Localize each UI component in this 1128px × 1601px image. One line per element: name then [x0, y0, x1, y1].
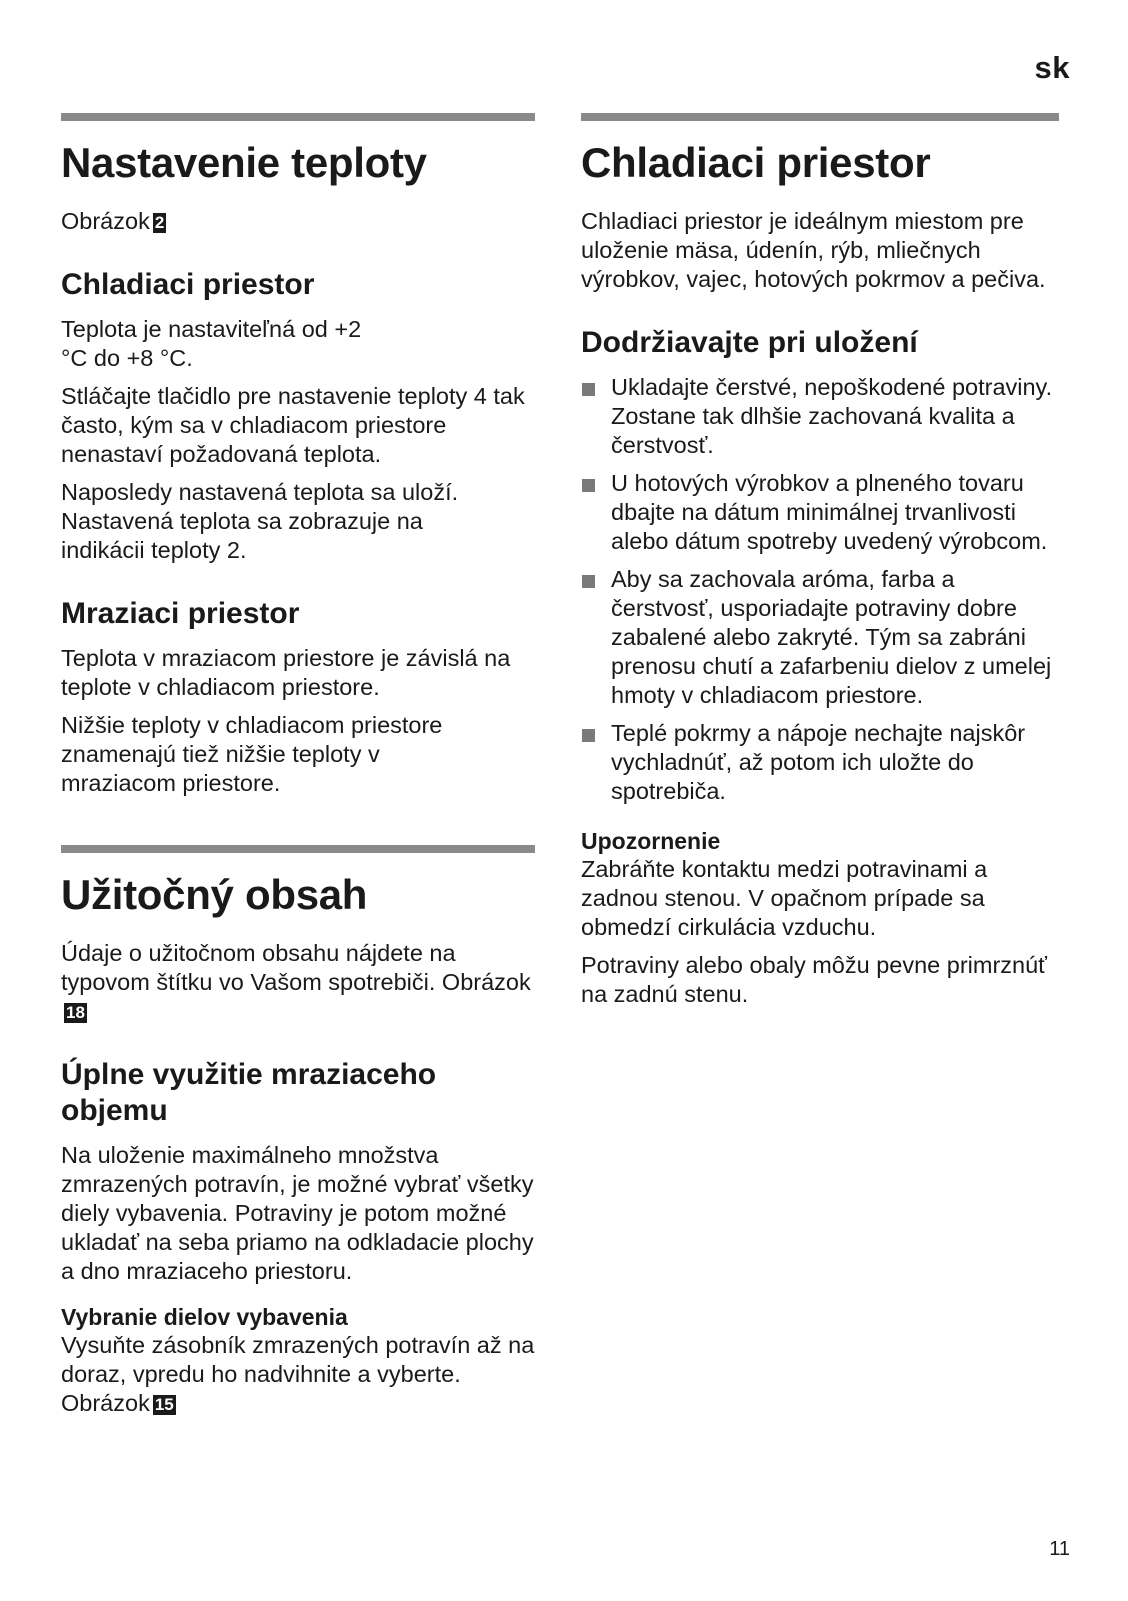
figure-number-badge: 18	[66, 1003, 85, 1022]
paragraph: Teplota v mraziacom priestore je závislá na teplote v chladiacom priestore.	[61, 645, 511, 700]
section-title-fridge: Chladiaci priestor	[581, 139, 931, 186]
list-item	[581, 719, 1059, 806]
bullet-square-icon	[582, 575, 595, 588]
paragraph: Zabráňte kontaktu medzi potravinami a zadnou stenou. V opačnom prípade sa obmedzí cirkulácia vzduchu.	[581, 856, 988, 940]
note-heading: Upozornenie	[581, 828, 721, 854]
paragraph-text: Vysuňte zásobník zmrazených potravín až na doraz, vpredu ho nadvihnite a vyberte. Obrázok	[61, 1332, 535, 1416]
list-item-text: U hotových výrobkov a plneného tovaru dbajte na dátum minimálnej trvanlivosti alebo dátum spotreby uvedený výrobcom.	[611, 470, 1048, 554]
figure-number-badge: 2	[154, 213, 165, 232]
figure-reference	[61, 207, 535, 236]
paragraph: Potraviny alebo obaly môžu pevne primrznúť na zadnú stenu.	[581, 952, 1047, 1007]
page-number: 11	[1049, 1538, 1070, 1560]
list-item	[581, 469, 1059, 556]
paragraph: Teplota je nastaviteľná od +2 °C do +8 °C.	[61, 316, 362, 371]
section-title-temperature: Nastavenie teploty	[61, 139, 427, 186]
subheading-full-freezer: Úplne využitie mraziaceho objemu	[61, 1058, 437, 1127]
section-divider	[61, 113, 535, 121]
subheading-freezer: Mraziaci priestor	[61, 597, 300, 630]
section-divider	[61, 845, 535, 853]
language-code: sk	[1034, 50, 1070, 85]
subheading-fridge: Chladiaci priestor	[61, 268, 315, 301]
paragraph: Stláčajte tlačidlo pre nastavenie teploty 4 tak často, kým sa v chladiacom priestore nenastaví požadovaná teplota.	[61, 383, 525, 467]
list-item-text: Ukladajte čerstvé, nepoškodené potraviny. Zostane tak dlhšie zachovaná kvalita a čerstvosť.	[611, 374, 1053, 458]
paragraph	[61, 1331, 535, 1418]
subheading-removal: Vybranie dielov vybavenia	[61, 1304, 348, 1330]
paragraph-text: Údaje o užitočnom obsahu nájdete na typovom štítku vo Vašom spotrebiči. Obrázok	[61, 940, 531, 995]
figure-label: Obrázok	[61, 208, 150, 234]
section-divider	[581, 113, 1059, 121]
right-column	[581, 113, 1059, 1018]
section-title-capacity: Užitočný obsah	[61, 871, 368, 918]
storage-tips-list	[581, 373, 1059, 806]
figure-number-badge: 15	[154, 1395, 174, 1414]
bullet-square-icon	[582, 479, 595, 492]
paragraph: Chladiaci priestor je ideálnym miestom pre uloženie mäsa, údenín, rýb, mliečnych výrobkov, vajec, hotových pokrmov a pečiva.	[581, 208, 1046, 292]
list-item	[581, 373, 1059, 460]
bullet-square-icon	[582, 729, 595, 742]
subheading-storage: Dodržiavajte pri uložení	[581, 326, 918, 359]
list-item-text: Teplé pokrmy a nápoje nechajte najskôr vychladnúť, až potom ich uložte do spotrebiča.	[611, 720, 1026, 804]
list-item-text: Aby sa zachovala aróma, farba a čerstvosť, usporiadajte potraviny dobre zabalené alebo zakryté. Tým sa zabráni prenosu chutí a zafarbeniu dielov z umelej hmoty v chladiacom priestore.	[611, 566, 1052, 708]
paragraph	[61, 939, 535, 1026]
paragraph: Nižšie teploty v chladiacom priestore znamenajú tiež nižšie teploty v mraziacom priestore.	[61, 712, 443, 796]
list-item	[581, 565, 1059, 710]
left-column	[61, 113, 535, 1427]
paragraph: Na uloženie maximálneho množstva zmrazených potravín, je možné vybrať všetky diely vybavenia. Potraviny je potom možné ukladať na seba priamo na odkladacie plochy a dno mraziaceho priestoru.	[61, 1142, 534, 1284]
paragraph: Naposledy nastavená teplota sa uloží. Nastavená teplota sa zobrazuje na indikácii teploty 2.	[61, 479, 459, 563]
bullet-square-icon	[582, 383, 595, 396]
